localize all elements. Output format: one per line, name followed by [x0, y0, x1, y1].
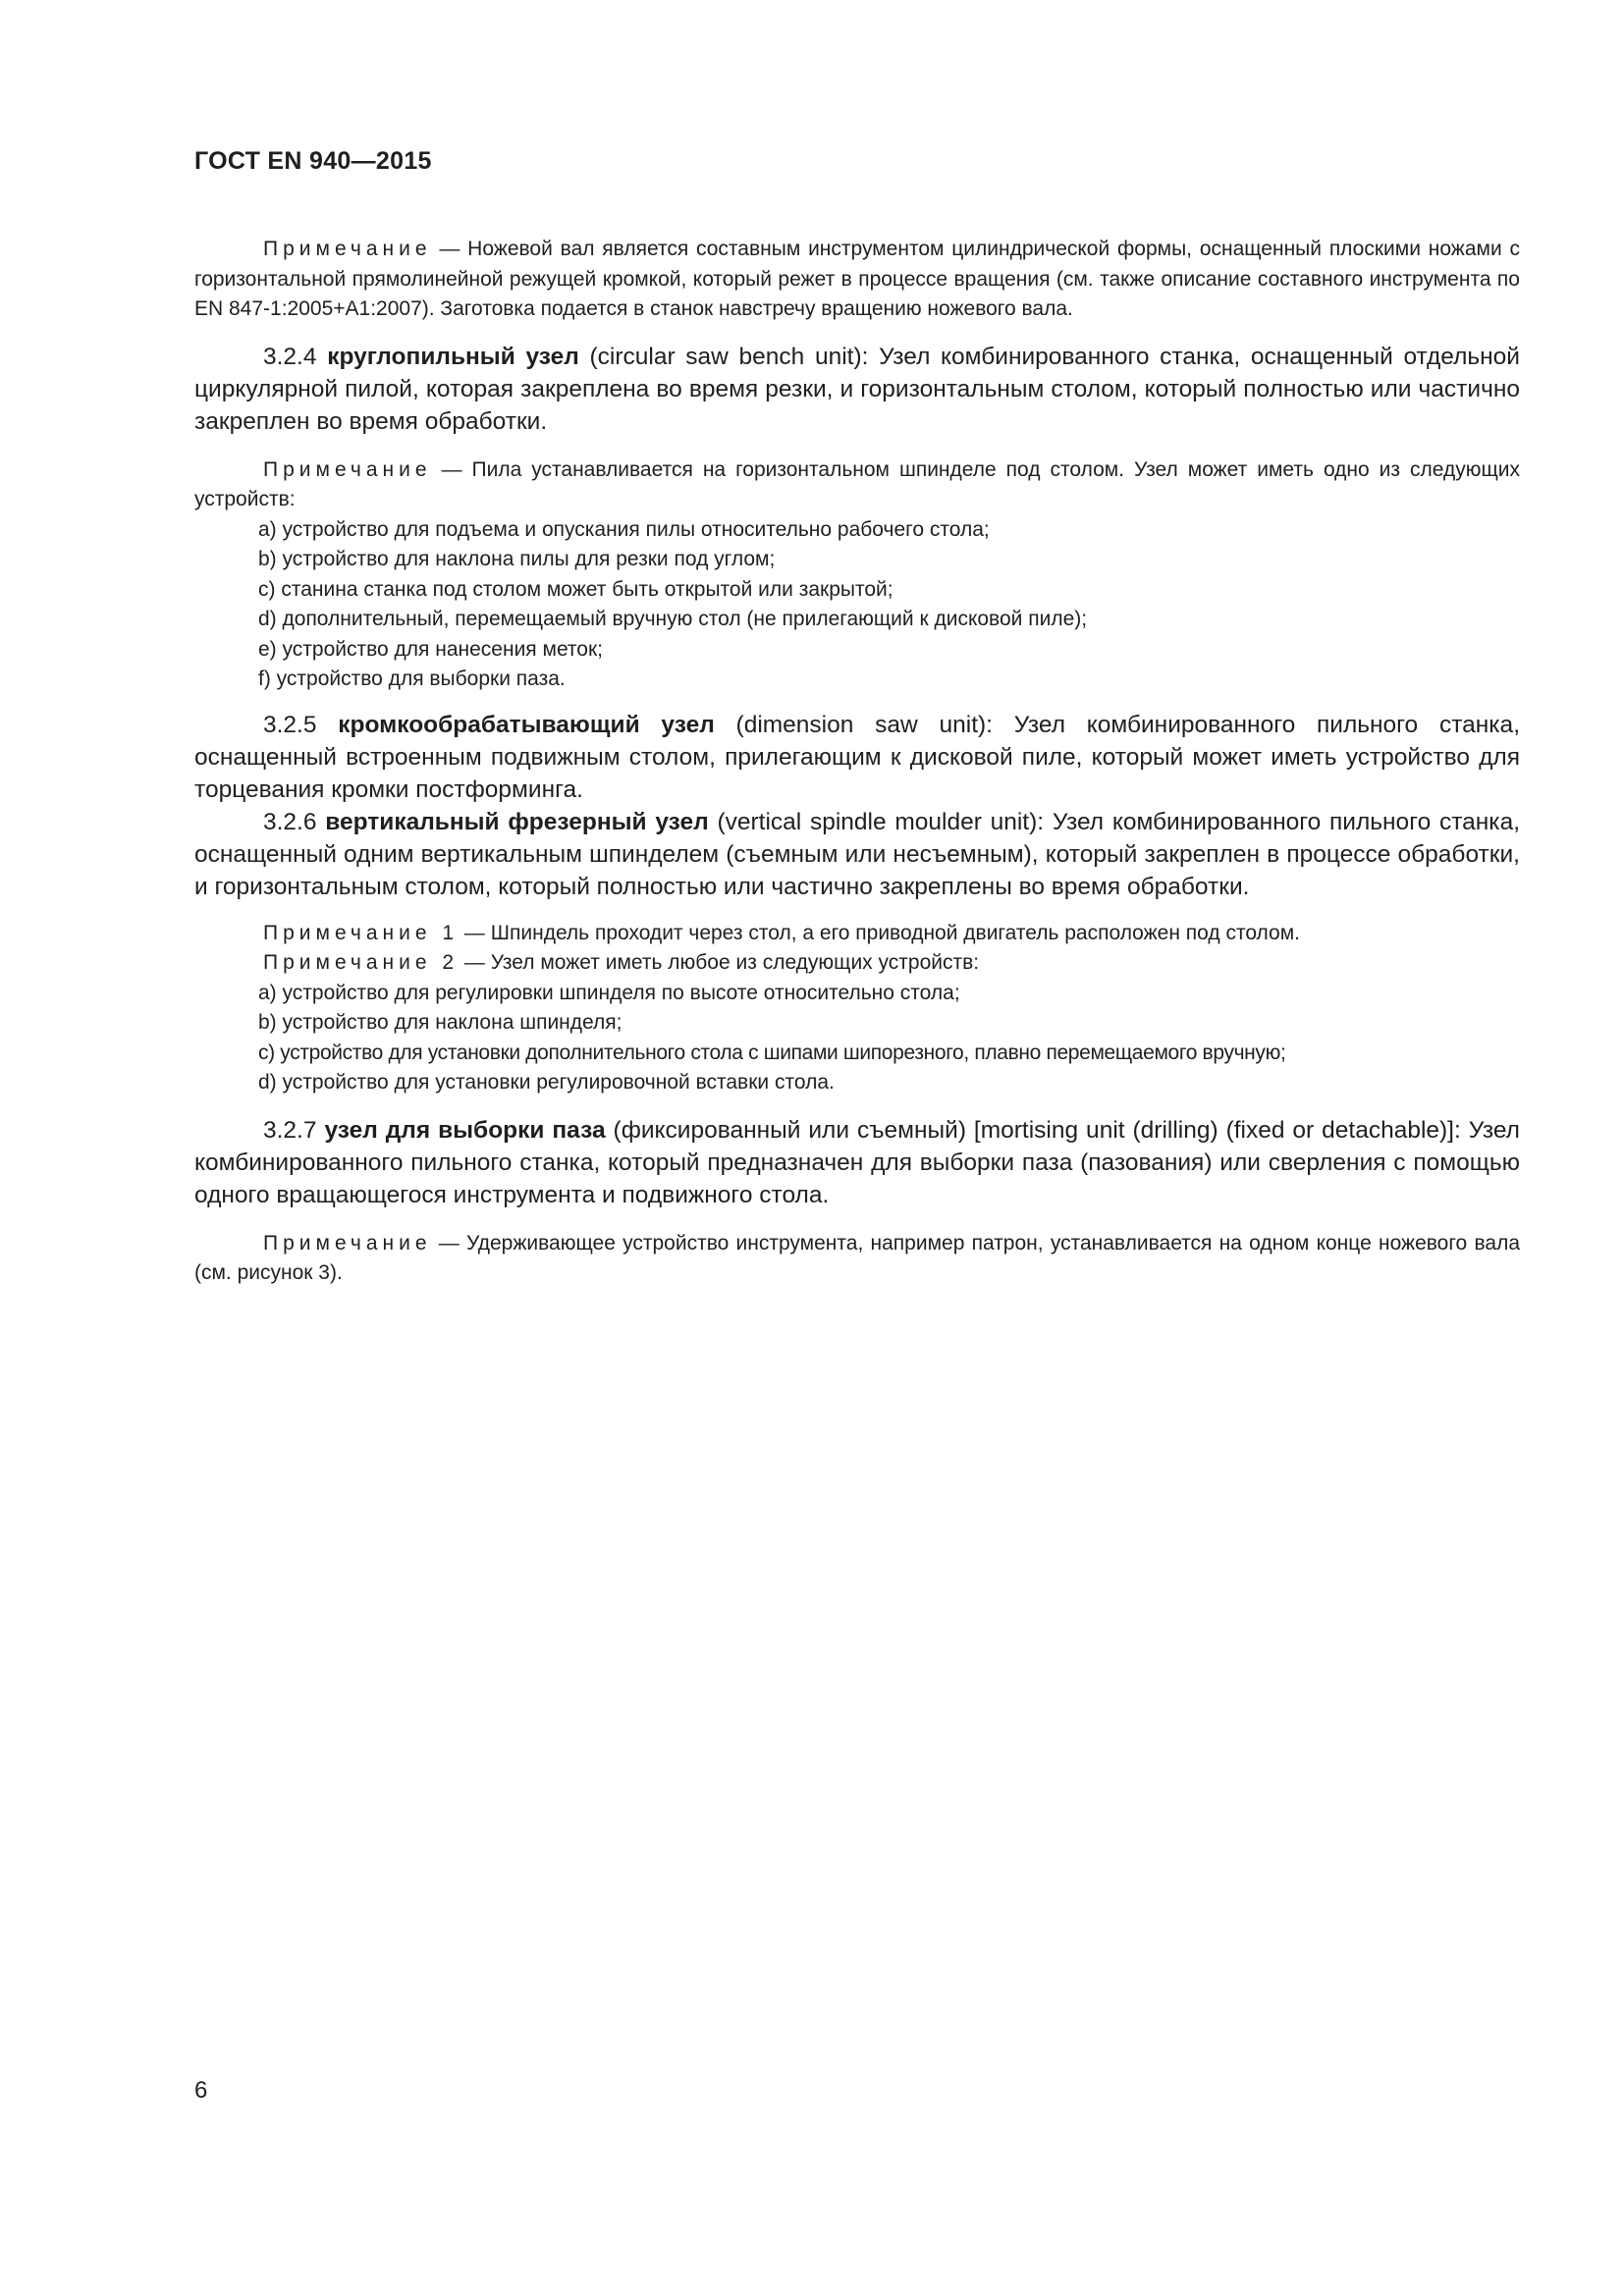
note-3: Примечание 1 — Шпиндель проходит через стол, а его приводной двигатель расположен под столом. — [263, 921, 1300, 944]
term-title: кромкообрабатывающий узел — [338, 711, 715, 738]
term-3-2-6 — [194, 806, 1520, 903]
list-item: d) устройство для установки регулировочной вставки стола. — [258, 1071, 835, 1094]
term-definition: (фиксированный или съемный) [mortising unit (drilling) (fixed or detachable)]: Узел комбинированного пильного станка, который предназначен для выборки паза (пазования) или сверления с помощью одного вращающегося инструмента и подвижного стола. — [194, 1116, 1520, 1208]
note-text: Шпиндель проходит через стол, а его приводной двигатель расположен под столом. — [490, 921, 1300, 944]
document-header: ГОСТ EN 940—2015 — [194, 147, 432, 175]
term-3-2-5 — [194, 709, 1520, 806]
note-text: Удерживающее устройство инструмента, например патрон, устанавливается на одном конце ножевого вала (см. рисунок 3). — [194, 1231, 1520, 1284]
term-title: узел для выборки паза — [324, 1116, 606, 1144]
note-4-list — [194, 979, 1520, 1098]
term-definition: (circular saw bench unit): Узел комбинированного станка, оснащенный отдельной циркулярной пилой, которая закреплена во время резки, и горизонтальным столом, который полностью или частично закреплен во время обработки. — [194, 343, 1520, 435]
note-label: Примечание — [263, 457, 432, 481]
note-label: Примечание 1 — [263, 921, 460, 944]
list-item: b) устройство для наклона пилы для резки под углом; — [258, 548, 776, 570]
document-page — [194, 147, 1520, 1289]
term-definition: (vertical spindle moulder unit): Узел комбинированного пильного станка, оснащенный одним вертикальным шпинделем (съемным или несъемным), который закреплен в процессе обработки, и горизонтальным столом, который полностью или частично закреплены во время обработки. — [194, 808, 1520, 900]
note-label: Примечание — [263, 1231, 432, 1255]
note-2: Примечание — Пила устанавливается на горизонтальном шпинделе под столом. Узел может иметь одно из следующих устройств: — [194, 457, 1520, 510]
term-title: круглопильный узел — [327, 343, 579, 370]
term-3-2-7 — [194, 1114, 1520, 1211]
note-label: Примечание 2 — [263, 951, 460, 974]
page-number: 6 — [194, 2077, 208, 2104]
note-1: Примечание — Ножевой вал является составным инструментом цилиндрической формы, оснащенный плоскими ножами с горизонтальной прямолинейной режущей кромкой, который режет в процессе вращения (см. также описание составного инструмента по EN 847-1:2005+А1:2007). Заготовка подается в станок навстречу вращению ножевого вала. — [194, 238, 1520, 320]
list-item: c) станина станка под столом может быть открытой или закрытой; — [258, 577, 893, 601]
term-number: 3.2.7 — [263, 1116, 317, 1144]
term-number: 3.2.6 — [263, 808, 317, 835]
list-item: f) устройство для выборки паза. — [258, 667, 566, 690]
list-item: c) устройство для установки дополнительного стола с шипами шипорезного, плавно перемещаемого вручную; — [258, 1041, 1286, 1064]
term-number: 3.2.4 — [263, 343, 317, 370]
list-item: a) устройство для подъема и опускания пилы относительно рабочего стола; — [258, 517, 990, 541]
note-5: Примечание — Удерживающее устройство инструмента, например патрон, устанавливается на одном конце ножевого вала (см. рисунок 3). — [194, 1231, 1520, 1284]
list-item: b) устройство для наклона шпинделя; — [258, 1011, 623, 1034]
term-title: вертикальный фрезерный узел — [325, 808, 709, 835]
note-text: Пила устанавливается на горизонтальном шпинделе под столом. Узел может иметь одно из следующих устройств: — [194, 457, 1520, 510]
term-number: 3.2.5 — [263, 711, 317, 738]
term-definition: (dimension saw unit): Узел комбинированного пильного станка, оснащенный встроенным подвижным столом, прилегающим к дисковой пиле, который может иметь устройство для торцевания кромки постформинга. — [194, 711, 1520, 803]
note-label: Примечание — [263, 238, 432, 260]
note-text: Ножевой вал является составным инструментом цилиндрической формы, оснащенный плоскими ножами с горизонтальной прямолинейной режущей кромкой, который режет в процессе вращения (см. также описание составного инструмента по EN 847-1:2005+А1:2007). Заготовка подается в станок навстречу вращению ножевого вала. — [194, 238, 1520, 320]
note-2-list — [194, 515, 1520, 695]
term-3-2-4 — [194, 341, 1520, 438]
list-item: d) дополнительный, перемещаемый вручную стол (не прилегающий к дисковой пиле); — [258, 608, 1088, 630]
list-item: a) устройство для регулировки шпинделя по высоте относительно стола; — [258, 981, 960, 1004]
note-text: Узел может иметь любое из следующих устройств: — [490, 951, 980, 974]
list-item: e) устройство для нанесения меток; — [258, 637, 604, 661]
note-4: Примечание 2 — Узел может иметь любое из следующих устройств: — [263, 951, 980, 974]
